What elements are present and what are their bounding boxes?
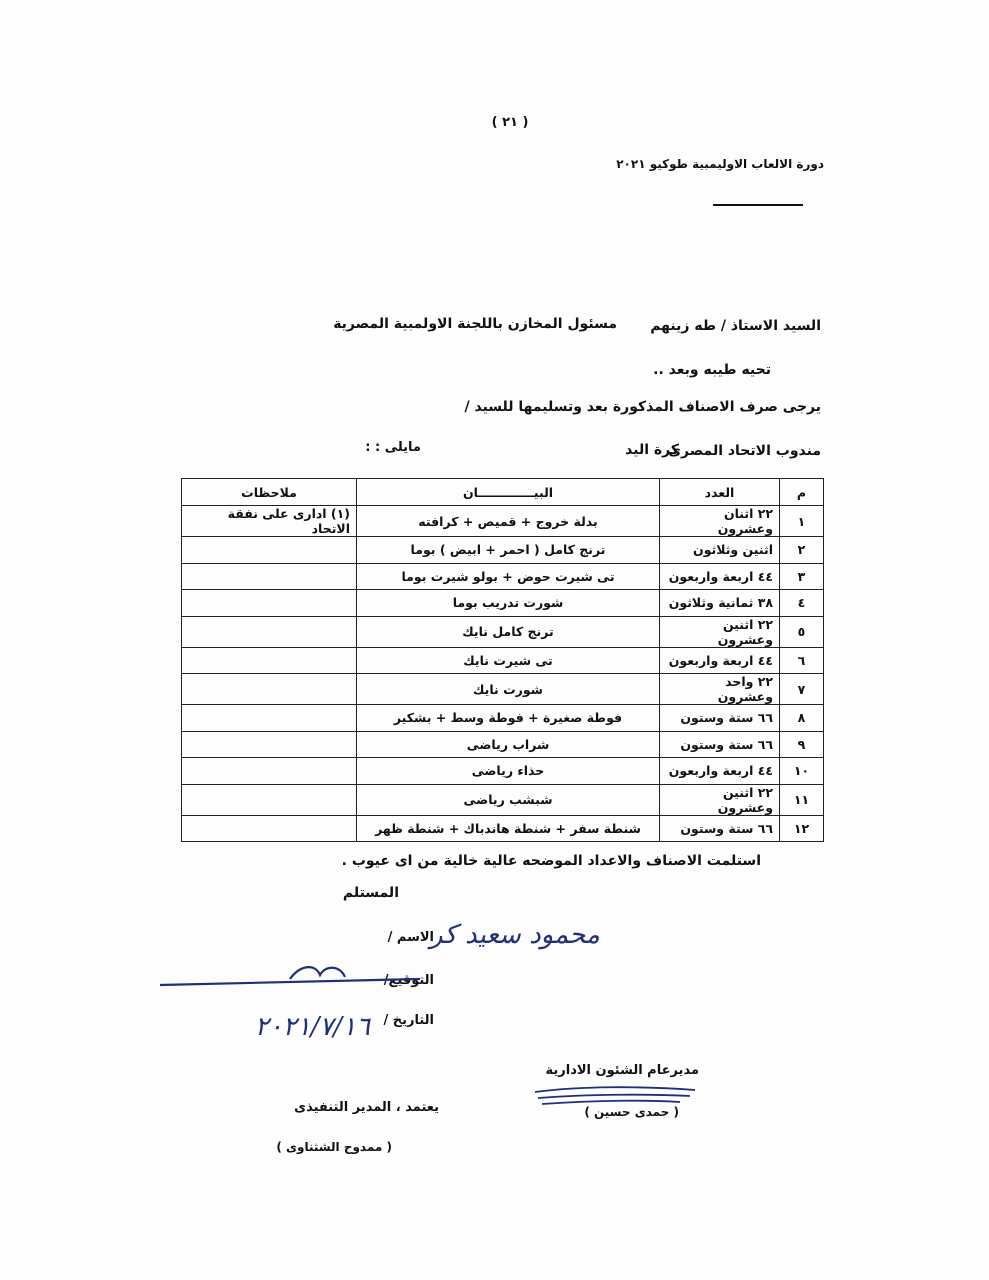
handwritten-name: محمود سعيد كر [430, 920, 600, 950]
table-row [182, 815, 824, 842]
row-notes [182, 616, 357, 647]
row-number: ١١ [780, 784, 824, 815]
row-number: ٤ [780, 590, 824, 617]
row-number: ٣ [780, 563, 824, 590]
following-label: مايلى : : [365, 440, 421, 455]
row-count: ٢٢ اثنين وعشرون [660, 616, 780, 647]
header-m: م [780, 479, 824, 506]
row-number: ١٠ [780, 758, 824, 785]
row-number: ٥ [780, 616, 824, 647]
executive-name: ( ممدوح الشثناوى ) [276, 1140, 392, 1154]
row-count: ٤٤ اربعة واربعون [660, 647, 780, 674]
row-count: ٦٦ ستة وستون [660, 731, 780, 758]
row-description: شورت تدريب بوما [357, 590, 660, 617]
row-count: ٢٢ واحد وعشرون [660, 674, 780, 705]
header-count: العدد [660, 479, 780, 506]
handwritten-date: ٢٠٢١/٧/١٦ [254, 1012, 370, 1042]
sport-name: كرة اليد [625, 442, 679, 458]
handwritten-signature [160, 967, 420, 985]
representative-line: مندوب الاتحاد المصرى [668, 443, 821, 459]
manager-title: مديرعام الشئون الادارية [545, 1063, 699, 1078]
table-row [182, 731, 824, 758]
row-description: تى شيرت حوض + بولو شيرت بوما [357, 563, 660, 590]
row-notes [182, 758, 357, 785]
row-notes [182, 563, 357, 590]
header-underline [713, 204, 803, 206]
table-row [182, 563, 824, 590]
row-count: ٦٦ ستة وستون [660, 705, 780, 732]
manager-name: ( حمدى حسين ) [584, 1105, 679, 1119]
row-count: اثنين وثلاثون [660, 537, 780, 564]
recipient-title: المستلم [342, 885, 399, 901]
addressee-role: مسئول المخازن باللجنة الاولمبية المصرية [333, 316, 617, 332]
event-title: دورة الالعاب الاوليمبية طوكيو ٢٠٢١ [616, 157, 824, 171]
table-row [182, 616, 824, 647]
row-description: شنطة سفر + شنطة هاندباك + شنطة ظهر [357, 815, 660, 842]
signature-label: التوقيع/ [383, 973, 434, 988]
row-count: ٤٤ اربعة واربعون [660, 758, 780, 785]
row-notes [182, 590, 357, 617]
table-row [182, 506, 824, 537]
table-row [182, 758, 824, 785]
row-notes [182, 537, 357, 564]
row-notes [182, 815, 357, 842]
row-notes [182, 647, 357, 674]
table-row [182, 784, 824, 815]
receipt-note: استلمت الاصناف والاعداد الموضحه عالية خالية من اى عيوب . [341, 853, 761, 869]
table-row [182, 537, 824, 564]
row-number: ٦ [780, 647, 824, 674]
items-body [182, 506, 824, 842]
row-notes [182, 731, 357, 758]
row-number: ٨ [780, 705, 824, 732]
greeting: تحيه طيبه وبعد .. [653, 362, 771, 378]
row-count: ٢٢ اثنين وعشرون [660, 784, 780, 815]
addressee: السيد الاستاذ / طه زينهم [650, 318, 821, 334]
table-row [182, 674, 824, 705]
row-description: ترنج كامل نايك [357, 616, 660, 647]
page-number: ( ٢١ ) [491, 115, 529, 130]
table-row [182, 705, 824, 732]
row-number: ٢ [780, 537, 824, 564]
row-notes [182, 784, 357, 815]
row-number: ٧ [780, 674, 824, 705]
row-count: ٣٨ ثمانية وثلاثون [660, 590, 780, 617]
row-notes [182, 674, 357, 705]
table-header-row [182, 479, 824, 506]
row-count: ٢٢ اثنان وعشرون [660, 506, 780, 537]
date-label: التاريخ / [383, 1013, 434, 1028]
row-description: حذاء رياضى [357, 758, 660, 785]
row-number: ١٢ [780, 815, 824, 842]
row-notes [182, 705, 357, 732]
row-count: ٤٤ اربعة واربعون [660, 563, 780, 590]
row-description: ترنج كامل ( احمر + ابيض ) بوما [357, 537, 660, 564]
row-notes: (١) ادارى على نفقة الاتحاد [182, 506, 357, 537]
approval-label: يعتمد ، المدير التنفيذى [294, 1100, 439, 1115]
row-description: شورت نايك [357, 674, 660, 705]
request-line: يرجى صرف الاصناف المذكورة بعد وتسليمها للسيد / [464, 399, 821, 415]
row-description: شبشب رياضى [357, 784, 660, 815]
row-description: شراب رياضى [357, 731, 660, 758]
row-number: ٩ [780, 731, 824, 758]
header-description: البيـــــــــــــان [357, 479, 660, 506]
row-number: ١ [780, 506, 824, 537]
handwritten-entries [140, 905, 600, 1055]
table-row [182, 647, 824, 674]
row-description: بدلة خروج + قميص + كرافته [357, 506, 660, 537]
row-description: فوطة صغيرة + فوطة وسط + بشكير [357, 705, 660, 732]
table-row [182, 590, 824, 617]
items-table [181, 478, 824, 842]
name-label: الاسم / [387, 930, 434, 945]
header-notes: ملاحظات [182, 479, 357, 506]
row-count: ٦٦ ستة وستون [660, 815, 780, 842]
row-description: تى شيرت نايك [357, 647, 660, 674]
